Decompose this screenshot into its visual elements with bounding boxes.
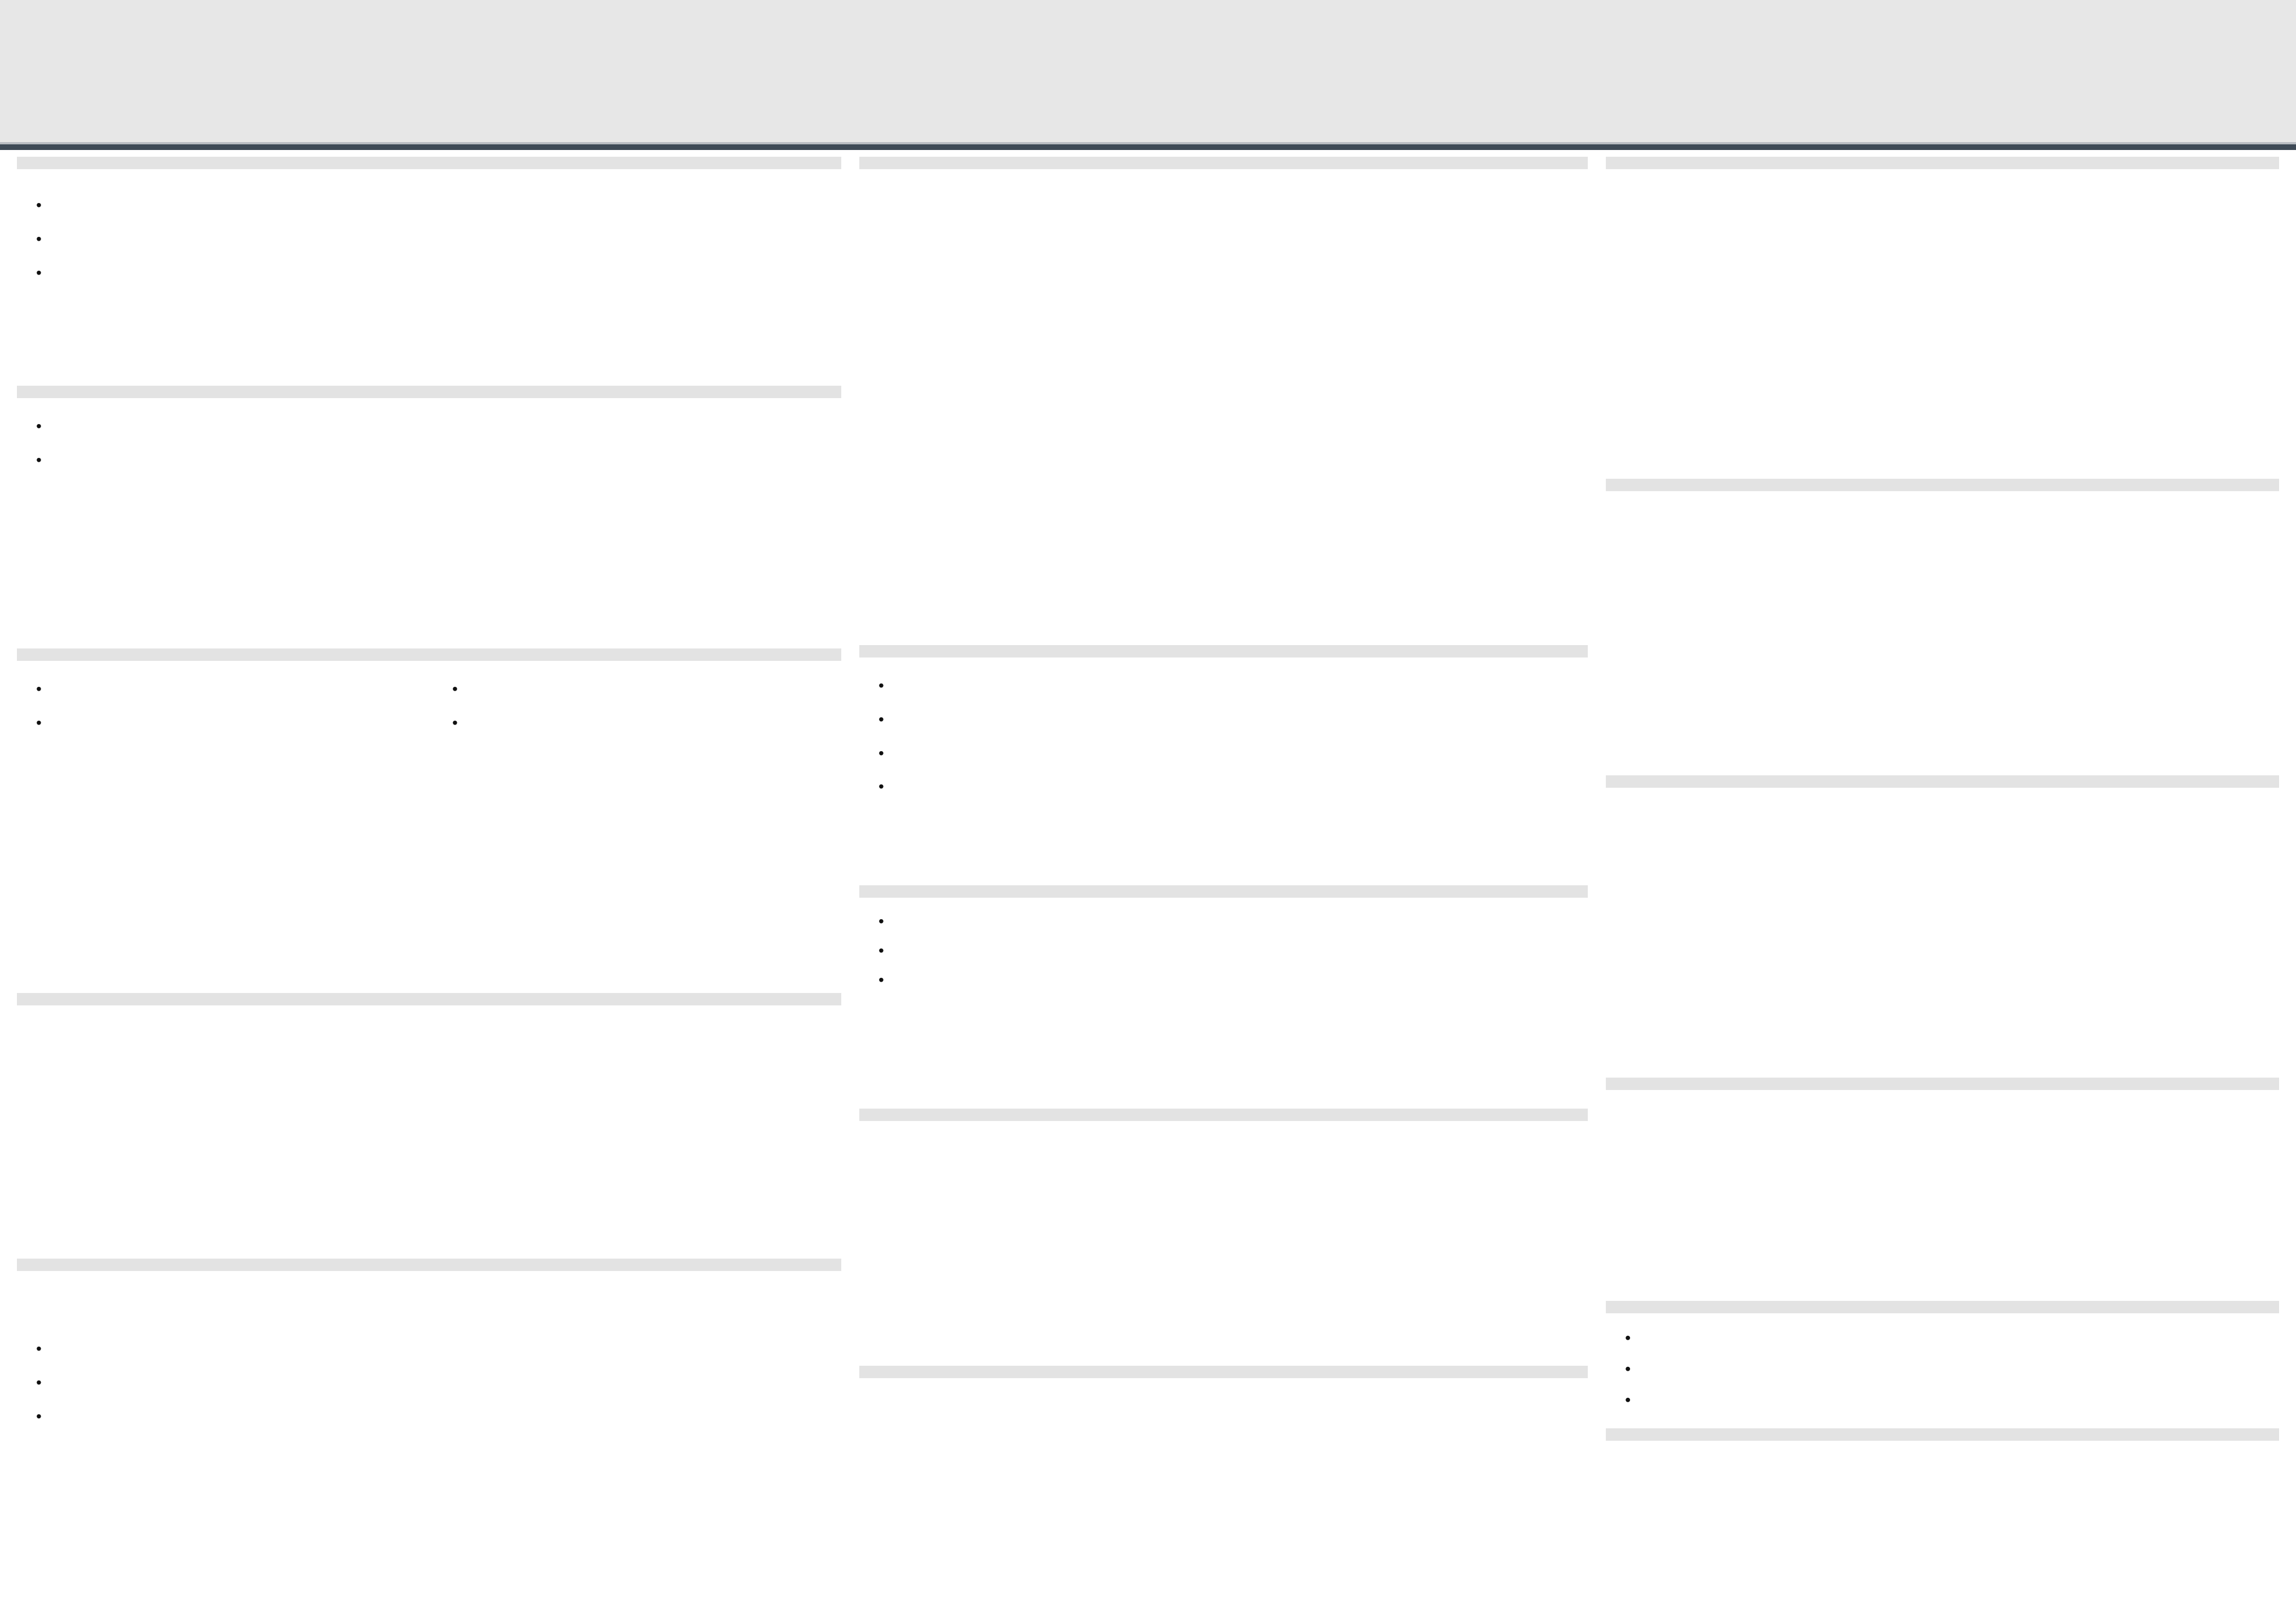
section-acknowledgement xyxy=(1606,1428,2279,1542)
f-architecture-diagram xyxy=(864,1386,1209,1521)
section-bar xyxy=(17,648,841,661)
error-a1: • xyxy=(878,912,884,930)
error-a3: • xyxy=(878,970,884,988)
lorenz63-mse-plot xyxy=(1935,506,2273,743)
observation-process: • xyxy=(36,451,42,469)
section-bar xyxy=(17,1259,841,1271)
poster-header xyxy=(0,0,2296,142)
section-method-bayes xyxy=(17,1259,841,1427)
section-transport-view xyxy=(17,993,841,1251)
section-bar xyxy=(859,885,1588,898)
pf-distributions-diagram xyxy=(21,749,800,890)
bayes-law-formula xyxy=(21,1288,837,1308)
column-right xyxy=(1606,157,2279,1550)
section-bar xyxy=(17,157,841,169)
section-bar xyxy=(859,157,1588,169)
section-existence xyxy=(859,645,1588,877)
lorenz96-grid-plot xyxy=(1610,802,1981,1045)
likelihood-plot xyxy=(1050,189,1315,359)
ot-posterior-plot xyxy=(1322,361,1587,547)
lorenz96-mse-plot xyxy=(1989,802,2275,1045)
pf-bullet-2: • xyxy=(36,713,42,731)
lorenz63-trajectories-plot xyxy=(1611,506,1927,743)
bullet-problem: • xyxy=(36,263,42,281)
section-future xyxy=(1606,1301,2279,1420)
transport-map-plot xyxy=(1050,361,1315,547)
find-posterior-line xyxy=(27,586,837,604)
method-prop-3: • xyxy=(36,1407,42,1425)
future-2: • xyxy=(1625,1360,1631,1379)
section-math-formulation xyxy=(17,386,841,641)
section-bar xyxy=(17,386,841,398)
bimodal-trajectories-plot xyxy=(1611,186,1927,389)
transport-diagram xyxy=(175,1018,683,1204)
section-algorithm xyxy=(859,1109,1588,1358)
section-mnist xyxy=(1606,1078,2279,1293)
existence-t1: • xyxy=(878,744,884,762)
section-bar xyxy=(1606,1078,2279,1090)
bimodal-mmd-plot xyxy=(1935,186,2273,389)
section-lorenz63 xyxy=(1606,479,2279,767)
existence-t2: • xyxy=(878,778,884,796)
section-motivation xyxy=(17,157,841,378)
section-bar xyxy=(1606,157,2279,169)
section-bar xyxy=(1606,1428,2279,1441)
title-block xyxy=(1185,12,2257,24)
section-architectures xyxy=(859,1366,1588,1521)
hmm-diagram xyxy=(445,404,837,579)
pf-prop-1: • xyxy=(452,680,458,698)
prior-block xyxy=(864,359,1043,547)
header-separator xyxy=(0,142,2296,150)
section-bar xyxy=(1606,775,2279,788)
existence-a1: • xyxy=(878,677,884,694)
state-process: • xyxy=(36,417,42,435)
future-3: • xyxy=(1625,1391,1631,1410)
section-bar xyxy=(1606,479,2279,491)
prior-plot xyxy=(866,373,1041,509)
method-prop-2: • xyxy=(36,1373,42,1391)
section-bar xyxy=(859,1109,1588,1121)
existence-a2: • xyxy=(878,710,884,728)
section-lorenz96 xyxy=(1606,775,2279,1070)
bullet-measurements: • xyxy=(36,230,42,248)
section-bimodal xyxy=(1606,157,2279,471)
column-middle xyxy=(859,157,1588,1529)
section-error-analysis xyxy=(859,885,1588,1101)
t-architecture-diagram xyxy=(1221,1386,1583,1521)
error-a2: • xyxy=(878,941,884,959)
section-particle-filter xyxy=(17,648,841,985)
section-bar xyxy=(1606,1301,2279,1313)
column-left xyxy=(17,157,841,1435)
github-qr-code xyxy=(2179,1446,2275,1542)
bullet-hidden-state: • xyxy=(36,196,42,214)
pf-prop-2: • xyxy=(452,713,458,731)
section-bar xyxy=(859,1366,1588,1378)
weather-map-figure xyxy=(521,175,837,378)
section-illustrative-example xyxy=(859,157,1588,637)
section-bar xyxy=(17,993,841,1005)
future-1: • xyxy=(1625,1329,1631,1347)
pf-posterior-plot xyxy=(1322,189,1587,359)
section-bar xyxy=(859,645,1588,657)
pf-bullet-1: • xyxy=(36,680,42,698)
method-prop-1: • xyxy=(36,1340,42,1357)
